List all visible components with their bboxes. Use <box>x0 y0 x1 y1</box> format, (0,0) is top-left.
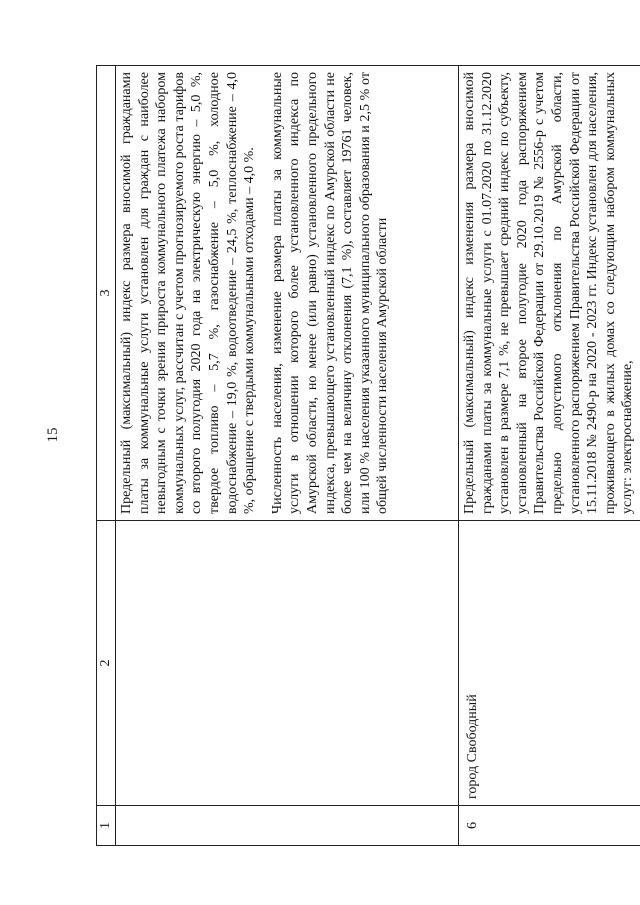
header-row <box>97 66 116 846</box>
description-cell <box>116 66 459 521</box>
description-paragraph: Предельный (максимальный) индекс размера вносимой гражданами платы за коммунальные услуги установлен для граждан с наиболее невыгодным с точки зрения прироста коммунального платежа набором коммунальных услуг, рассчитан с учетом прогнозируемого роста тарифов со второго полугодия 2020 года на электрическую энергию – 5,0 %, твердое топливо – 5,7 %, газоснабжение – 5,0 %, холодное водоснабжение – 19,0 %, водоотведение – 24,5 %, теплоснабжение – 4,0 %, обращение с твердыми коммунальными отходами – 4,0 %. <box>119 72 258 514</box>
header-col-3: 3 <box>97 66 116 521</box>
municipality-name: город Свободный <box>459 521 640 806</box>
rotated-table-wrapper <box>96 66 636 846</box>
table-row <box>116 66 459 846</box>
row-number <box>116 806 459 846</box>
description-cell <box>459 66 640 521</box>
header-col-2: 2 <box>97 521 116 806</box>
row-number: 6 <box>459 806 640 846</box>
table-row <box>459 66 640 846</box>
description-paragraph: Численность населения, изменение размера платы за коммунальные услуги в отношении которого более установленного индекса по Амурской области, но менее (или равно) установленного предельного индекса, превышающего установленный индекс по Амурской области не более чем на величину отклонения (7,1 %), составляет 19761 человек, или 100 % населения указанного муниципального образования и 2,5 % от общей численности населения Амурской области <box>269 72 391 514</box>
municipality-name <box>116 521 459 806</box>
data-table <box>96 65 640 846</box>
page-number: 15 <box>45 427 61 443</box>
description-paragraph: Предельный (максимальный) индекс изменения размера вносимой гражданами платы за коммунальные услуги с 01.07.2020 по 31.12.2020 установлен в размере 7,1 %, не превышает средний индекс по субъекту, установленный на второе полугодие 2020 года распоряжением Правительства Российской Федерации от 29.10.2019 № 2556-р с учетом предельно допустимого отклонения по Амурской области, установленного распоряжением Правительства Российской Федерации от 15.11.2018 № 2490-р на 2020 - 2023 гг. Индекс установлен для населения, проживающего в жилых домах со следующим набором коммунальных услуг: электроснабжение, <box>462 72 636 514</box>
header-col-1: 1 <box>97 806 116 846</box>
